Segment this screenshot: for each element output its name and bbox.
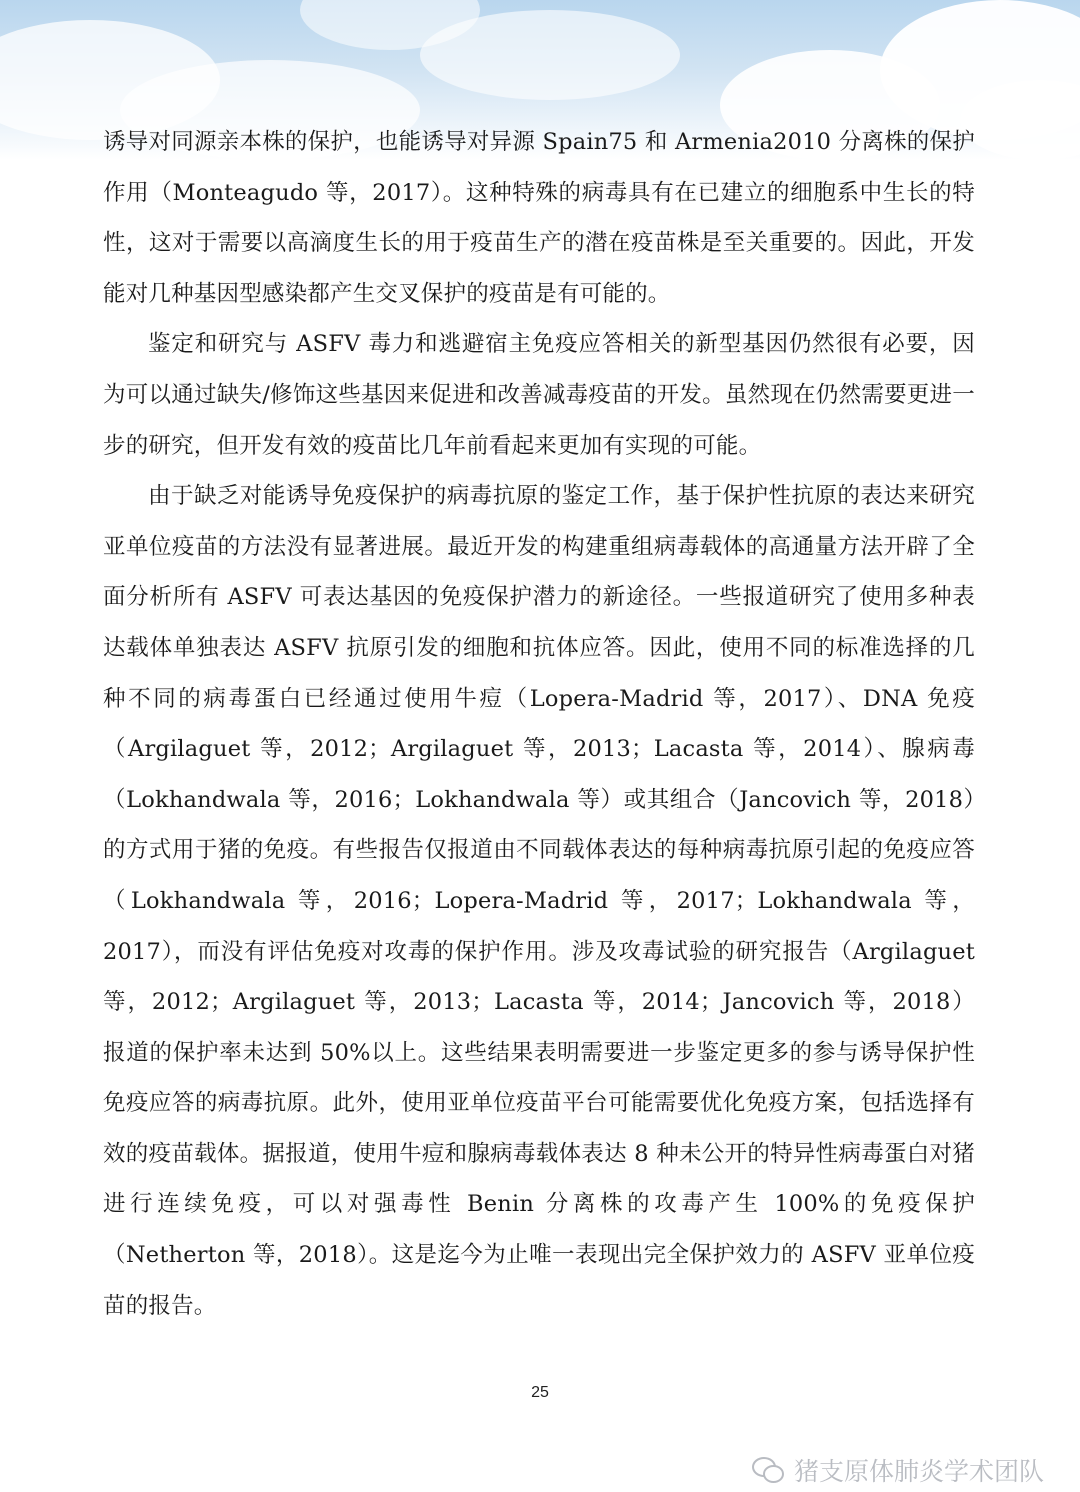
wechat-watermark <box>752 1452 1044 1488</box>
paragraph-continuation: 诱导对同源亲本株的保护，也能诱导对异源 Spain75 和 Armenia2010 分离株的保护作用（Monteagudo 等，2017）。这种特殊的病毒具有在已建立的细胞系中生长的特性，这对于需要以高滴度生长的用于疫苗生产的潜在疫苗株是至关重要的。因此，开发能对几种基因型感染都产生交叉保护的疫苗是有可能的。 <box>103 129 975 307</box>
page-number: 25 <box>531 1384 549 1401</box>
wechat-icon <box>752 1457 784 1483</box>
watermark-text: 猪支原体肺炎学术团队 <box>793 1457 1044 1486</box>
paragraph-subunit-vaccine: 由于缺乏对能诱导免疫保护的病毒抗原的鉴定工作，基于保护性抗原的表达来研究亚单位疫苗的方法没有显著进展。最近开发的构建重组病毒载体的高通量方法开辟了全面分析所有 ASFV 可表达基因的免疫保护潜力的新途径。一些报道研究了使用多种表达载体单独表达 ASFV 抗原引发的细胞和抗体应答。因此，使用不同的标准选择的几种不同的病毒蛋白已经通过使用牛痘（Lopera-Madrid 等，2017）、DNA 免疫（Argilaguet 等，2012；Argilaguet 等，2013；Lacasta 等，2014）、腺病毒（Lokhandwala 等，2016；Lokhandwala 等）或其组合（Jancovich 等，2018）的方式用于猪的免疫。有些报告仅报道由不同载体表达的每种病毒抗原引起的免疫应答（Lokhandwala 等，2016；Lopera-Madrid 等，2017；Lokhandwala 等，2017），而没有评估免疫对攻毒的保护作用。涉及攻毒试验的研究报告（Argilaguet 等，2012；Argilaguet 等，2013；Lacasta 等，2014；Jancovich 等，2018）报道的保护率未达到 50%以上。这些结果表明需要进一步鉴定更多的参与诱导保护性免疫应答的病毒抗原。此外，使用亚单位疫苗平台可能需要优化免疫方案，包括选择有效的疫苗载体。据报道，使用牛痘和腺病毒载体表达 8 种未公开的特异性病毒蛋白对猪进行连续免疫，可以对强毒性 Benin 分离株的攻毒产生 100%的免疫保护（Netherton 等，2018）。这是迄今为止唯一表现出完全保护效力的 ASFV 亚单位疫苗的报告。 <box>103 483 975 1319</box>
paragraph-gene-research: 鉴定和研究与 ASFV 毒力和逃避宿主免疫应答相关的新型基因仍然很有必要，因为可以通过缺失/修饰这些基因来促进和改善减毒疫苗的开发。虽然现在仍然需要更进一步的研究，但开发有效的疫苗比几年前看起来更加有实现的可能。 <box>103 331 975 459</box>
document-body <box>103 117 975 1331</box>
